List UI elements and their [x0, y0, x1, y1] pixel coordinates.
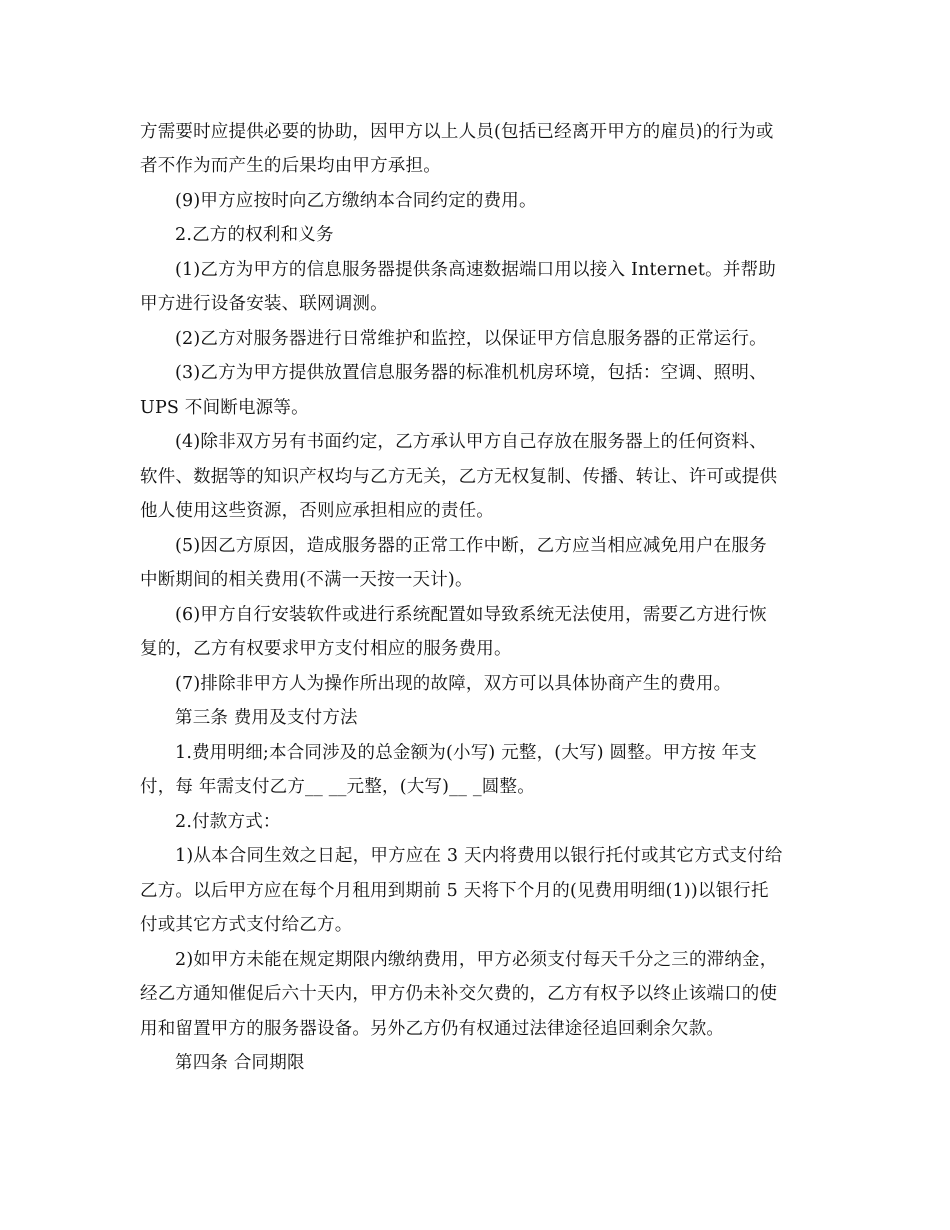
section-heading: 2.付款方式： [175, 812, 281, 832]
text-line: 者不作为而产生的后果均由甲方承担。 [140, 156, 441, 176]
text-line: 用和留置甲方的服务器设备。另外乙方仍有权通过法律途径追回剩余欠款。 [140, 1019, 725, 1039]
text-line: (7)排除非甲方人为操作所出现的故障，双方可以具体协商产生的费用。 [175, 674, 732, 694]
text-line: (5)因乙方原因，造成服务器的正常工作中断，乙方应当相应减免用户在服务 [175, 536, 767, 556]
text-line: 经乙方通知催促后六十天内，甲方仍未补交欠费的，乙方有权予以终止该端口的使 [140, 984, 778, 1004]
text-line: (2)乙方对服务器进行日常维护和监控，以保证甲方信息服务器的正常运行。 [175, 329, 767, 349]
text-line: 方需要时应提供必要的协助，因甲方以上人员(包括已经离开甲方的雇员)的行为或 [140, 122, 774, 142]
text-line: (6)甲方自行安装软件或进行系统配置如导致系统无法使用，需要乙方进行恢 [175, 605, 767, 625]
text-line: 甲方进行设备安装、联网调测。 [140, 294, 388, 314]
text-line: (4)除非双方另有书面约定，乙方承认甲方自己存放在服务器上的任何资料、 [175, 432, 767, 452]
text-line: 他人使用这些资源，否则应承担相应的责任。 [140, 501, 494, 521]
text-line: 复的，乙方有权要求甲方支付相应的服务费用。 [140, 639, 512, 659]
text-line: 1.费用明细;本合同涉及的总金额为(小写) 元整，(大写) 圆整。甲方按 年支 [175, 743, 757, 763]
text-line: 2)如甲方未能在规定期限内缴纳费用，甲方必须支付每天千分之三的滞纳金， [175, 950, 778, 970]
text-line: (3)乙方为甲方提供放置信息服务器的标准机机房环境，包括：空调、照明、 [175, 363, 767, 383]
article-heading: 第四条 合同期限 [175, 1053, 305, 1073]
text-line: 软件、数据等的知识产权均与乙方无关，乙方无权复制、传播、转让、许可或提供 [140, 467, 778, 487]
text-line: (9)甲方应按时向乙方缴纳本合同约定的费用。 [175, 191, 537, 211]
text-line: 1)从本合同生效之日起，甲方应在 3 天内将费用以银行托付或其它方式支付给 [175, 846, 783, 866]
text-line: 中断期间的相关费用(不满一天按一天计)。 [140, 570, 473, 590]
section-heading: 2.乙方的权利和义务 [175, 225, 334, 245]
text-line: 乙方。以后甲方应在每个月租用到期前 5 天将下个月的(见费用明细(1))以银行托 [140, 881, 769, 901]
text-line: (1)乙方为甲方的信息服务器提供条高速数据端口用以接入 Internet。并帮助 [175, 260, 776, 280]
text-line: 付，每 年需支付乙方__ __元整，(大写)__ _圆整。 [140, 777, 535, 797]
text-line: UPS 不间断电源等。 [140, 398, 309, 418]
article-heading: 第三条 费用及支付方法 [175, 708, 358, 728]
text-line: 付或其它方式支付给乙方。 [140, 915, 353, 935]
